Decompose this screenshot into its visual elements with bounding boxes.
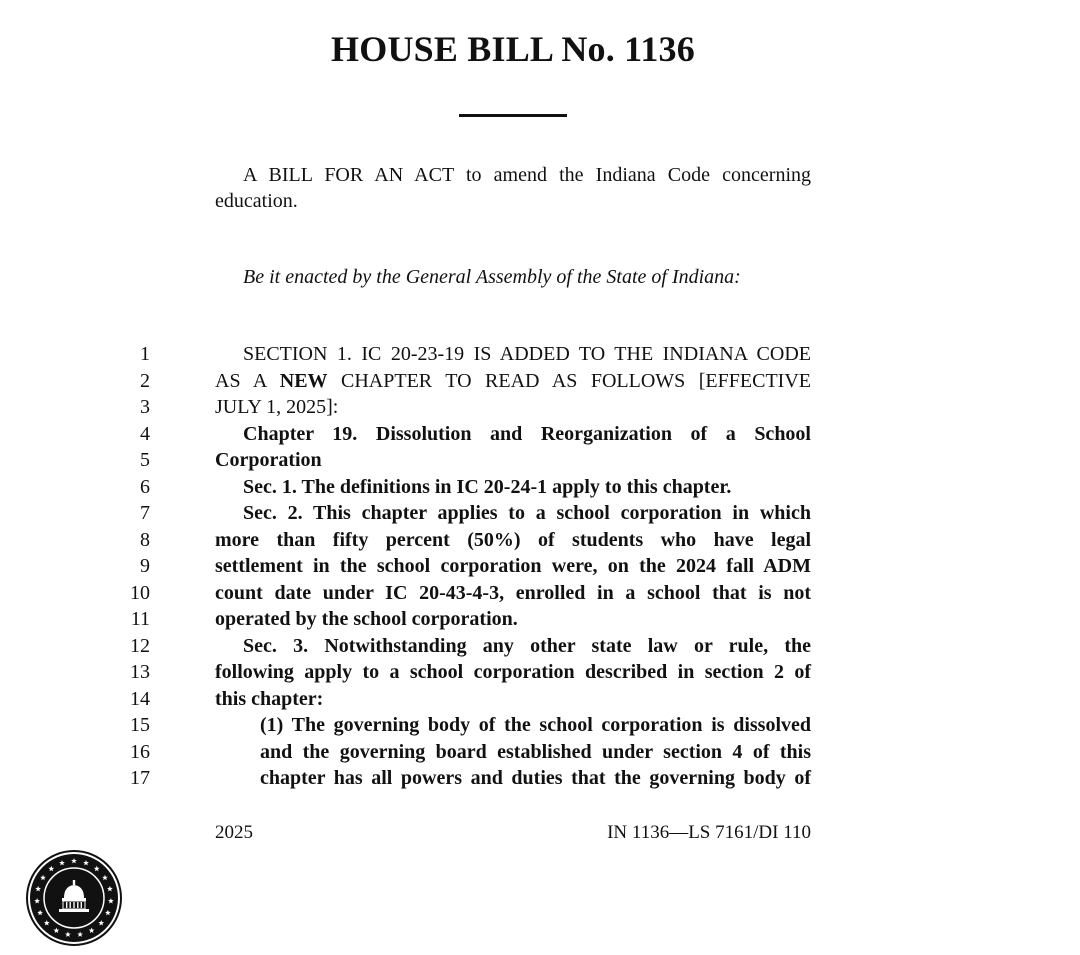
line-number: 5 (140, 449, 150, 471)
line-text: count date under IC 20-43-4-3, enrolled in a school that is not (215, 581, 811, 604)
line-text: Sec. 2. This chapter applies to a school corporation in which (243, 502, 811, 524)
line-text: this chapter: (215, 687, 324, 710)
line-number: 11 (130, 608, 150, 630)
line-text: and the governing board established under section 4 of this (260, 740, 811, 763)
line-number: 15 (130, 714, 150, 736)
line-number: 14 (130, 687, 150, 710)
line-number: 6 (140, 475, 150, 498)
line-number: 16 (130, 740, 150, 763)
line-number: 12 (130, 634, 150, 657)
bill-line (0, 553, 1080, 580)
line-text: SECTION 1. IC 20-23-19 IS ADDED TO THE INDIANA CODE (243, 343, 811, 365)
bill-line (0, 765, 1080, 792)
bill-body (0, 341, 1080, 792)
line-text-pre: AS A (215, 369, 280, 392)
footer-bill-id: IN 1136—LS 7161/DI 110 (607, 822, 811, 843)
bill-title: HOUSE BILL No. 1136 (331, 29, 695, 69)
chapter-heading-cont: Corporation (215, 449, 322, 471)
line-text (215, 368, 811, 395)
bill-line (0, 474, 1080, 501)
bill-line (0, 447, 1080, 474)
act-description: A BILL FOR AN ACT to amend the Indiana Code concerning education. (215, 164, 811, 212)
bill-line (0, 527, 1080, 554)
line-number: 10 (130, 581, 150, 604)
chapter-heading: Chapter 19. Dissolution and Reorganization of a School (243, 422, 811, 445)
bill-line (0, 421, 1080, 448)
line-number: 2 (140, 369, 150, 392)
line-text: Sec. 1. The definitions in IC 20-24-1 apply to this chapter. (243, 475, 732, 498)
footer-year: 2025 (215, 822, 253, 843)
bill-line (0, 500, 1080, 527)
line-number: 9 (140, 555, 150, 577)
indiana-capitol-seal-icon (26, 850, 122, 946)
bill-line (0, 368, 1080, 395)
line-number: 1 (140, 343, 150, 365)
line-number: 13 (130, 661, 150, 683)
line-number: 7 (140, 502, 150, 524)
bill-line (0, 686, 1080, 713)
line-text-post: CHAPTER TO READ AS FOLLOWS [EFFECTIVE (327, 369, 811, 392)
line-text: settlement in the school corporation were, on the 2024 fall ADM (215, 555, 811, 577)
bill-line (0, 712, 1080, 739)
line-text: chapter has all powers and duties that the governing body of (260, 767, 811, 789)
bill-line (0, 394, 1080, 421)
bill-line (0, 606, 1080, 633)
line-text: Sec. 3. Notwithstanding any other state law or rule, the (243, 634, 811, 657)
line-text: operated by the school corporation. (215, 608, 518, 630)
bill-line (0, 739, 1080, 766)
line-text: following apply to a school corporation described in section 2 of (215, 661, 811, 683)
line-number: 3 (140, 396, 150, 418)
new-chapter-marker: NEW (279, 369, 328, 392)
line-number: 4 (140, 422, 150, 445)
bill-line (0, 633, 1080, 660)
bill-line (0, 341, 1080, 368)
line-text: (1) The governing body of the school corporation is dissolved (260, 714, 811, 736)
enacting-clause: Be it enacted by the General Assembly of the State of Indiana: (243, 266, 741, 288)
bill-line (0, 659, 1080, 686)
line-number: 17 (130, 767, 150, 789)
line-text: more than fifty percent (50%) of students who have legal (215, 528, 811, 551)
title-rule (459, 114, 567, 117)
bill-line (0, 580, 1080, 607)
line-number: 8 (140, 528, 150, 551)
line-text: JULY 1, 2025]: (215, 396, 339, 418)
